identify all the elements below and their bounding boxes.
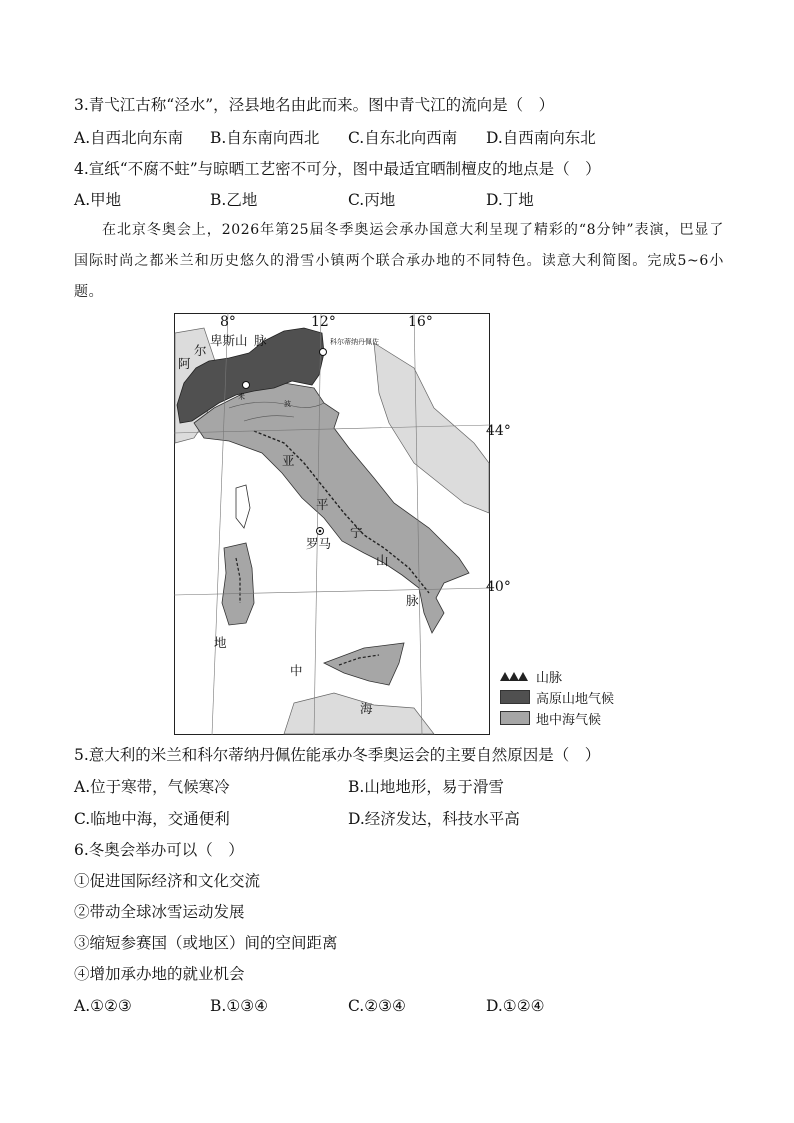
sea-label-b: 中 (290, 663, 303, 678)
lon-label-8: 8° (220, 314, 236, 330)
rome-label: 罗马 (306, 536, 332, 551)
q6-item-3: ③缩短参赛国（或地区）间的空间距离 (74, 934, 338, 952)
lat-label-44: 44° (486, 423, 511, 439)
alps-label-b: 尔 (194, 343, 207, 358)
sardinia-island (222, 543, 254, 625)
q4-option-b: B.乙地 (210, 191, 258, 209)
alps-label-c: 卑斯山 (210, 333, 248, 348)
legend-highland-swatch (500, 690, 530, 704)
question-5-stem: 5.意大利的米兰和科尔蒂纳丹佩佐能承办冬季奥运会的主要自然原因是（ ） (74, 746, 601, 764)
legend-mountain-label: 山脉 (536, 671, 563, 686)
sea-label-c: 海 (360, 701, 373, 716)
alps-label-a: 阿 (178, 356, 191, 371)
q3-option-a: A.自西北向东南 (74, 129, 184, 147)
q3-option-b: B.自东南向西北 (210, 129, 320, 147)
q6-option-d: D.①②④ (486, 997, 545, 1015)
q3-option-c: C.自东北向西南 (348, 129, 458, 147)
q6-option-a: A.①②③ (74, 997, 132, 1015)
sea-label-a: 地 (214, 635, 227, 650)
q6-option-b: B.①③④ (210, 997, 269, 1015)
question-6-stem: 6.冬奥会举办可以（ ） (74, 841, 244, 859)
q5-option-d: D.经济发达，科技水平高 (348, 810, 520, 828)
cortina-marker (320, 349, 327, 356)
legend-mediterranean-swatch (500, 711, 530, 725)
milan-marker (243, 382, 250, 389)
apennine-label-a: 亚 (282, 453, 295, 468)
lon-label-16: 16° (408, 314, 433, 330)
cortina-label: 科尔蒂纳丹佩佐 (330, 338, 379, 346)
q6-option-c: C.②③④ (348, 997, 406, 1015)
q4-option-a: A.甲地 (74, 191, 122, 209)
lat-label-40: 40° (486, 579, 511, 595)
legend-mediterranean-label: 地中海气候 (536, 713, 602, 728)
q5-option-b: B.山地地形，易于滑雪 (348, 778, 504, 796)
q6-item-4: ④增加承办地的就业机会 (74, 965, 245, 983)
q6-item-2: ②带动全球冰雪运动发展 (74, 903, 245, 921)
intro-paragraph: 在北京冬奥会上，2026年第25届冬季奥运会承办国意大利呈现了精彩的“8分钟”表演，巴显了国际时尚之都米兰和历史悠久的滑雪小镇两个联合承办地的不同特色。读意大利简图。完成5~6小题。 (74, 222, 724, 300)
q3-option-d: D.自西南向东北 (486, 129, 596, 147)
q6-item-1: ①促进国际经济和文化交流 (74, 872, 261, 890)
apennine-label-b: 平 (316, 497, 329, 512)
alps-label-d: 脉 (254, 333, 267, 348)
po-label: 波 (284, 400, 291, 408)
q5-option-a: A.位于寒带，气候寒冷 (74, 778, 230, 796)
mountain-icon (500, 670, 530, 682)
apennine-label-d: 山 (376, 553, 389, 568)
q4-option-d: D.丁地 (486, 191, 534, 209)
question-4-stem: 4.宣纸“不腐不蛀”与晾晒工艺密不可分，图中最适宜晒制檀皮的地点是（ ） (74, 160, 601, 178)
apennine-label-e: 脉 (406, 593, 419, 608)
apennine-label-c: 宁 (350, 525, 363, 540)
legend-highland-label: 高原山地气候 (536, 692, 615, 707)
q4-option-c: C.丙地 (348, 191, 396, 209)
lon-label-12: 12° (311, 314, 336, 330)
q5-option-c: C.临地中海，交通便利 (74, 810, 230, 828)
question-3-stem: 3.青弋江古称“泾水”，泾县地名由此而来。图中青弋江的流向是（ ） (74, 96, 555, 114)
milan-label: 米 (238, 393, 245, 401)
italy-map (174, 313, 490, 735)
